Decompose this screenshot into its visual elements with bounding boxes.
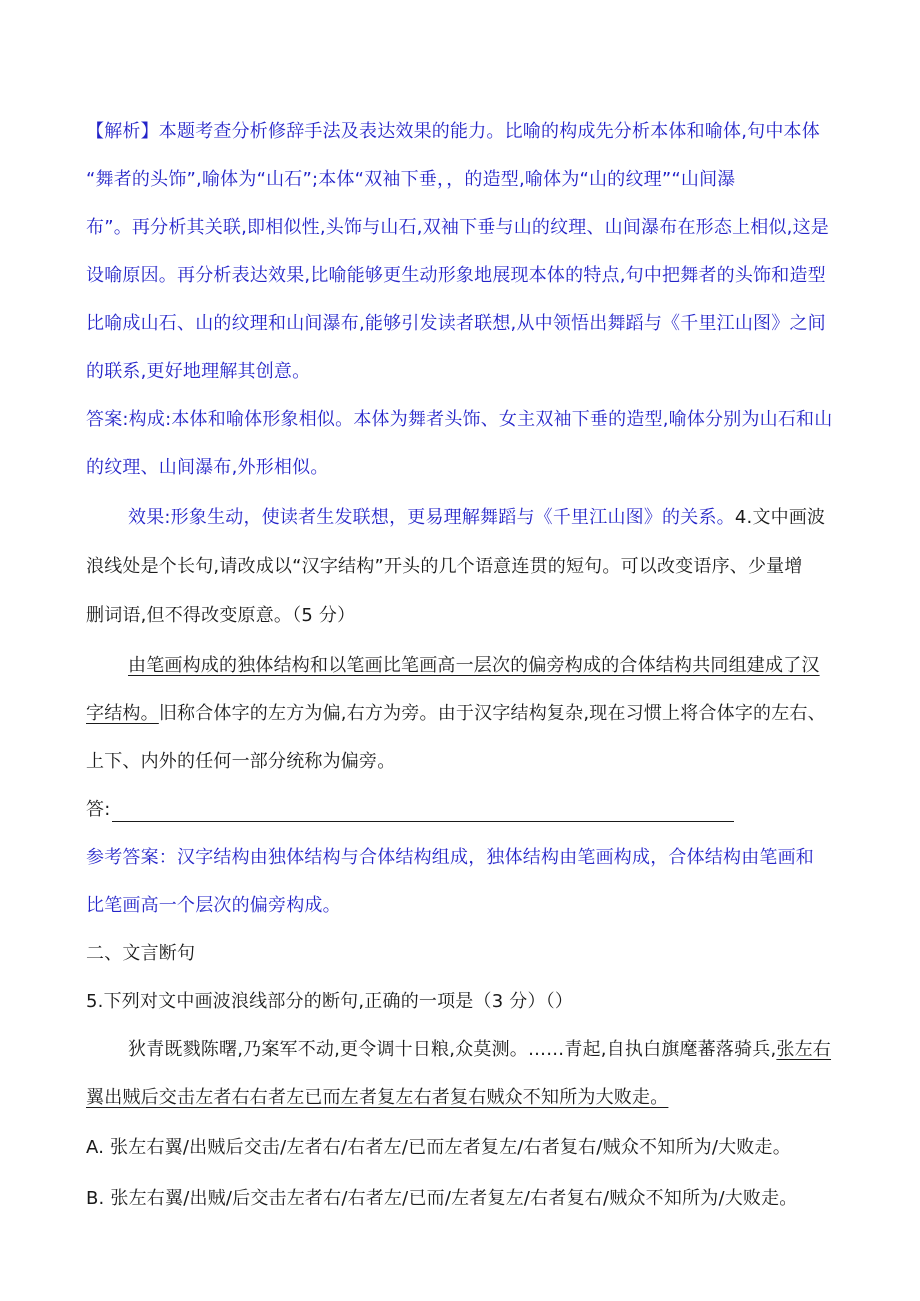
analysis-line-6: 的联系,更好地理解其创意。 (86, 361, 311, 382)
analysis-line-2: “舞者的头饰”,喻体为“山石”;本体“双袖下垂，，的造型,喻体为“山的纹理”“山间瀑 (86, 169, 736, 190)
question4-line-1: 浪线处是个长句,请改成以“汉字结构”开头的几个语意连贯的短句。可以改变语序、少量增 (86, 556, 803, 577)
question4-answer-row (86, 798, 734, 822)
analysis-line-3: 布”。再分析其关联,即相似性,头饰与山石,双袖下垂与山的纹理、山间瀑布在形态上相似,这是 (86, 217, 830, 238)
question4-reference-line-2: 比笔画高一个层次的偏旁构成。 (86, 895, 341, 916)
question5-passage-line-1 (128, 1038, 831, 1062)
answer-blank-line[interactable] (112, 805, 734, 822)
question5-passage-underlined-start: 张左右 (776, 1039, 832, 1060)
question4-passage-line-3: 上下、内外的任何一部分统称为偏旁。 (86, 751, 396, 772)
question4-passage-underlined: 字结构。 (86, 703, 159, 724)
question4-start: 4.文中画波 (734, 507, 826, 528)
analysis-line-4: 设喻原因。再分析表达效果,比喻能够更生动形象地展现本体的特点,句中把舞者的头饰和造型 (86, 265, 826, 286)
question4-line-2: 删词语,但不得改变原意。（5 分） (86, 605, 356, 626)
analysis-line-5: 比喻成山石、山的纹理和山间瀑布,能够引发读者联想,从中领悟出舞蹈与《千里江山图》之间 (86, 313, 826, 334)
analysis-line-1: 【解析】本题考查分析修辞手法及表达效果的能力。比喻的构成先分析本体和喻体,句中本体 (86, 121, 820, 142)
answer3-effect-text: 效果:形象生动，使读者生发联想，更易理解舞蹈与《千里江山图》的关系。 (128, 507, 735, 528)
question4-passage-rest: 旧称合体字的左方为偏,右方为旁。由于汉字结构复杂,现在习惯上将合体字的左右、 (158, 703, 826, 724)
question4-passage-line-1: 由笔画构成的独体结构和以笔画比笔画高一层次的偏旁构成的合体结构共同组建成了汉 (128, 655, 820, 676)
answer3-line-2: 的纹理、山间瀑布,外形相似。 (86, 457, 329, 478)
answer-label: 答: (86, 799, 111, 820)
answer3-effect-line (128, 506, 825, 530)
question5-stem: 5.下列对文中画波浪线部分的断句,正确的一项是（3 分）（） (86, 991, 574, 1012)
question5-passage-line-2: 翼出贼后交击左者右右者左已而左者复左右者复右贼众不知所为大败走。 (86, 1087, 669, 1108)
question4-passage-line-2 (86, 702, 826, 726)
question5-option-b[interactable]: B. 张左右翼/出贼/后交击左者右/右者左/已而/左者复左/右者复右/贼众不知所为/大败走。 (86, 1188, 798, 1209)
section2-heading: 二、文言断句 (86, 943, 196, 964)
question5-option-a[interactable]: A. 张左右翼/出贼后交击/左者右/右者左/已而左者复左/右者复右/贼众不知所为/大败走。 (86, 1137, 791, 1158)
answer3-line-1: 答案:构成:本体和喻体形象相似。本体为舞者头饰、女主双袖下垂的造型,喻体分别为山石和山 (86, 409, 833, 430)
question4-reference-line-1: 参考答案：汉字结构由独体结构与合体结构组成，独体结构由笔画构成，合体结构由笔画和 (86, 847, 814, 868)
question5-passage-plain: 狄青既戮陈曙,乃案军不动,更令调十日粮,众莫测。……青起,自执白旗麾蕃落骑兵, (128, 1039, 777, 1060)
